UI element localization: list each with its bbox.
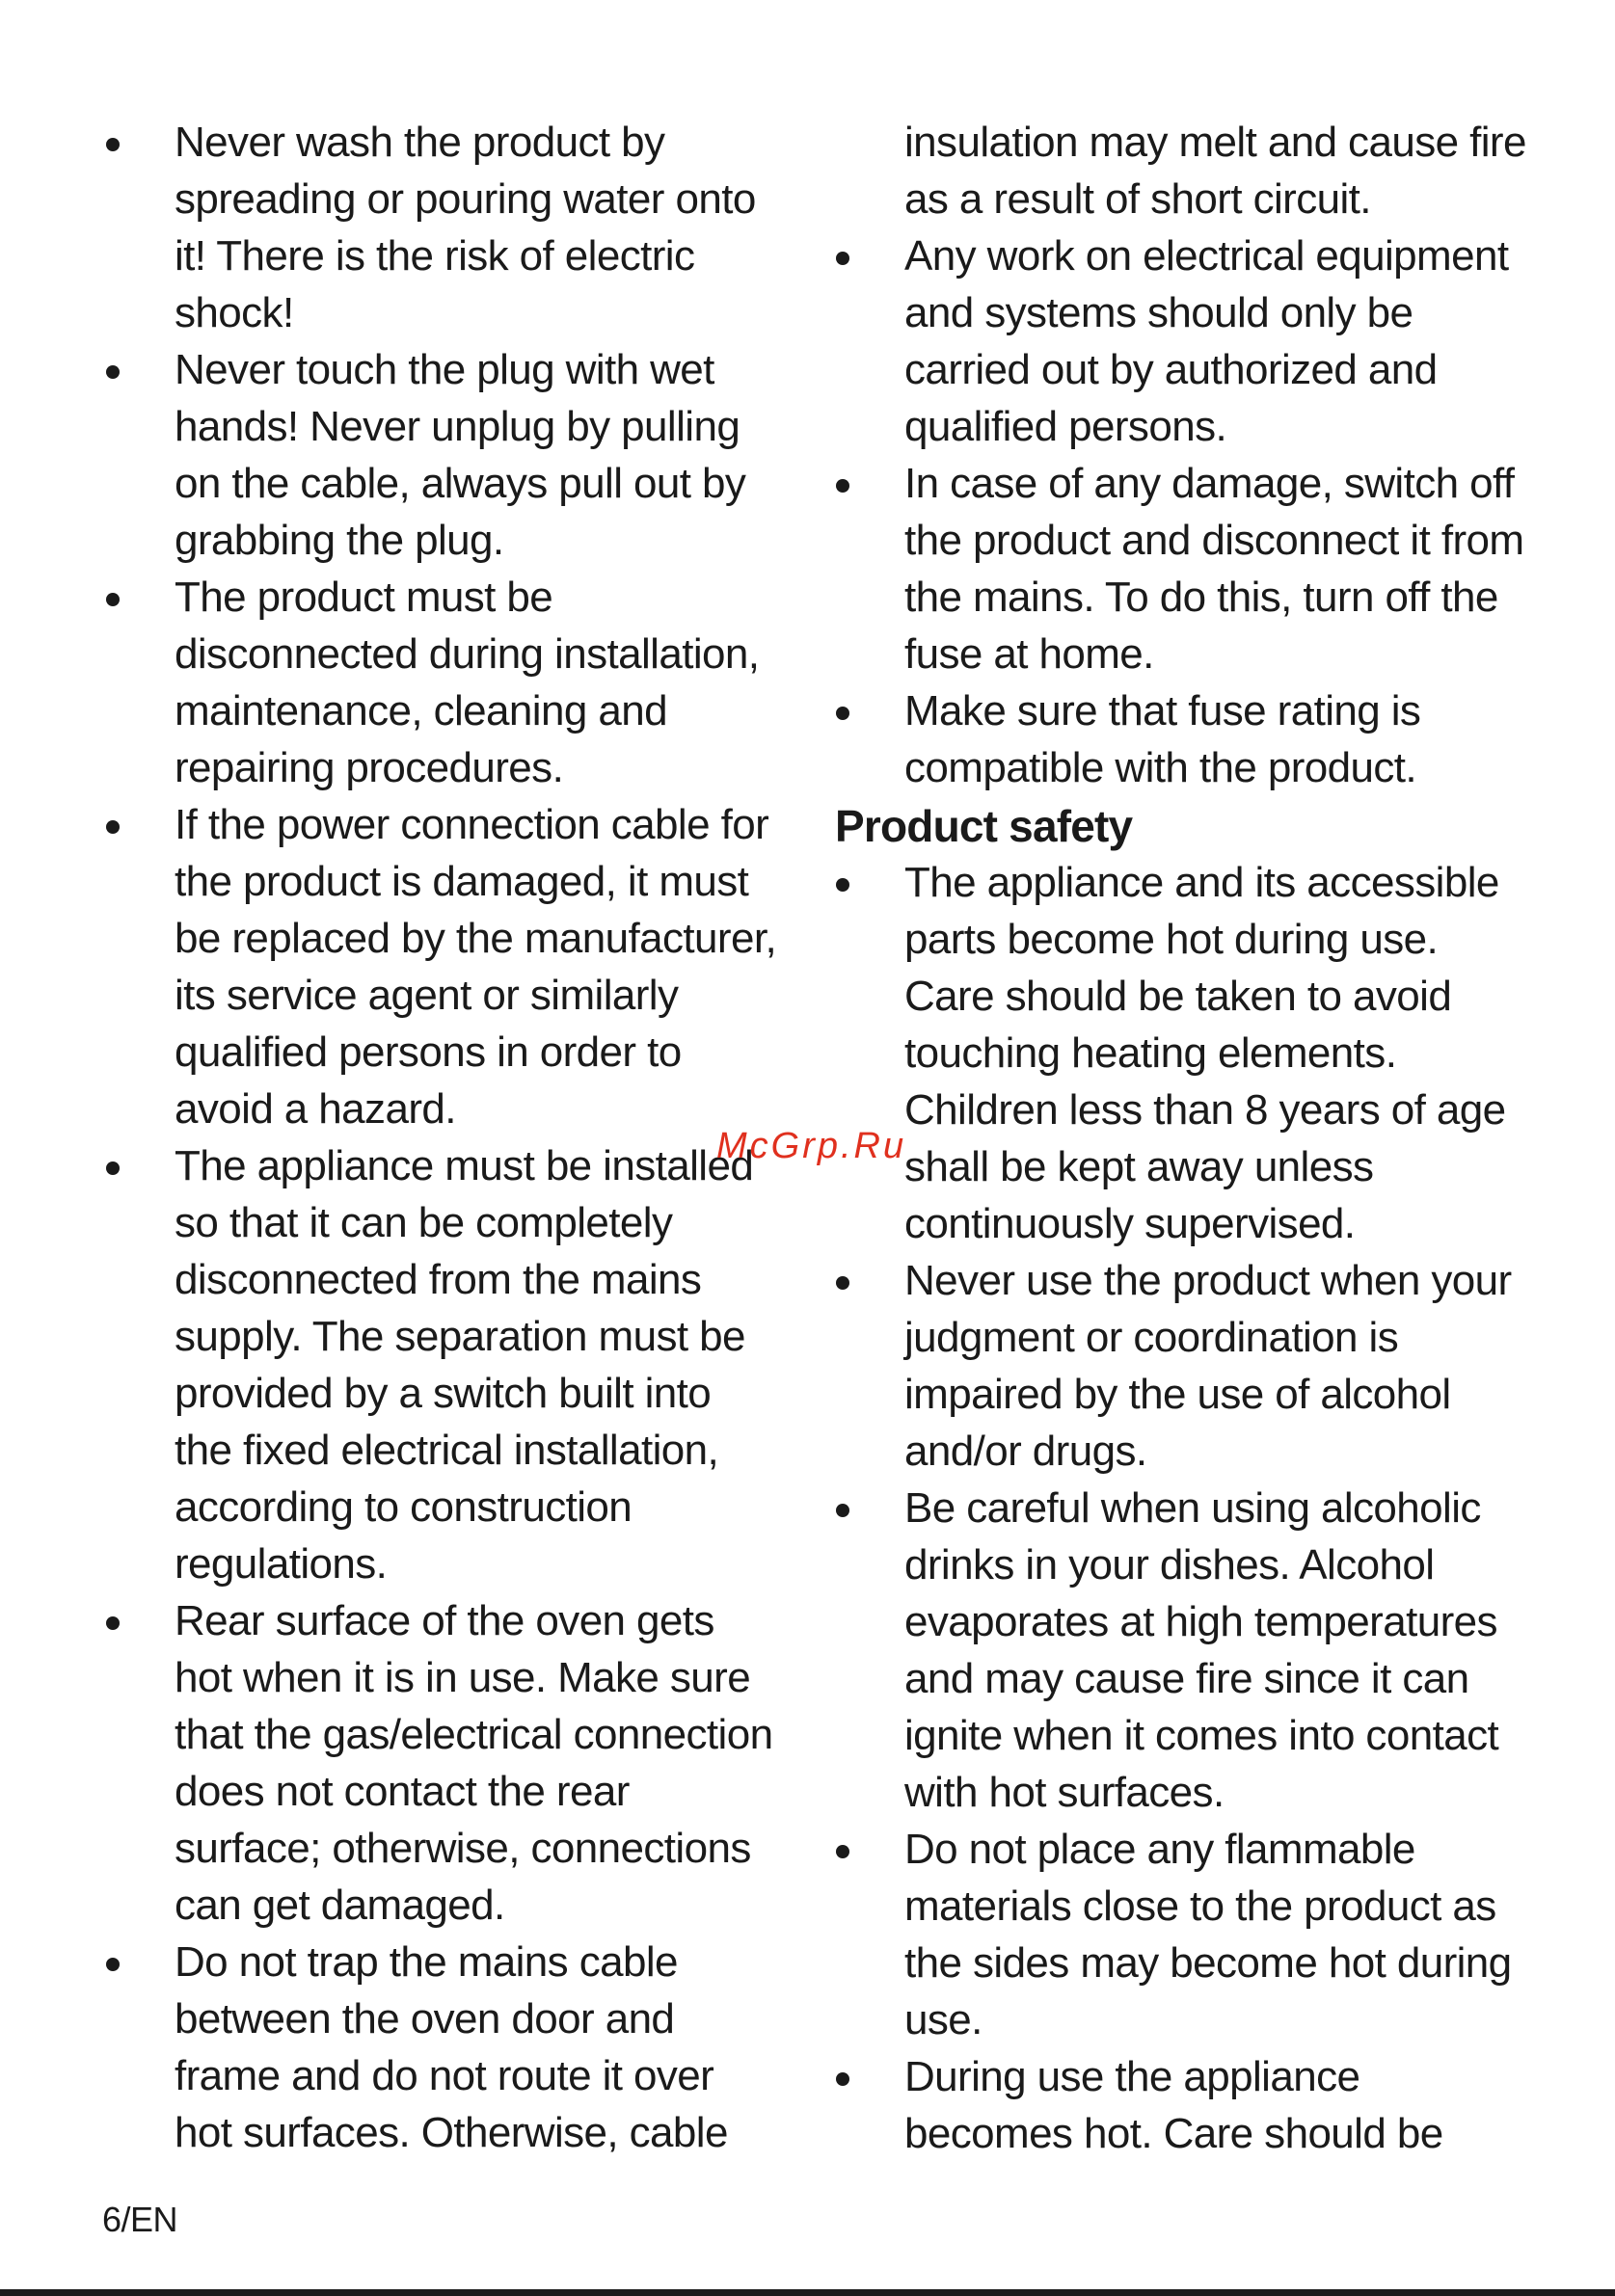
list-item: [832, 854, 1526, 1252]
bullet-icon: [106, 1161, 120, 1175]
list-item: [832, 2048, 1526, 2162]
watermark: McGrp.Ru: [716, 1126, 907, 1166]
bullet-icon: [836, 252, 849, 265]
list-item-text: Do not place any flammable materials close to the product as the sides may become hot during use.: [904, 1826, 1512, 2043]
list-item: [832, 682, 1526, 796]
list-item-text: Never use the product when your judgment or coordination is impaired by the use of alcohol and/or drugs.: [904, 1257, 1512, 1475]
list-item-text: Any work on electrical equipment and systems should only be carried out by authorized and qualified persons.: [904, 232, 1509, 450]
bullet-icon: [836, 878, 849, 892]
list-item-text: Never wash the product by spreading or pouring water onto it! There is the risk of electric shock!: [175, 119, 756, 336]
bullet-icon: [106, 593, 120, 606]
list-item: [102, 1592, 777, 1934]
list-item: [832, 227, 1526, 455]
bullet-icon: [106, 138, 120, 151]
list-item: [832, 1252, 1526, 1480]
list-item: [102, 569, 777, 796]
bullet-icon: [836, 1276, 849, 1290]
list-item-text: In case of any damage, switch off the product and disconnect it from the mains. To do this, turn off the fuse at home.: [904, 460, 1524, 678]
bullet-icon: [836, 1504, 849, 1517]
right-column: [832, 114, 1526, 2162]
list-item: [102, 796, 777, 1137]
list-item-text: Do not trap the mains cable between the oven door and frame and do not route it over hot surfaces. Otherwise, cable: [175, 1938, 728, 2156]
left-bullet-list: [102, 114, 777, 2161]
bullet-icon: [836, 707, 849, 720]
list-item-text: If the power connection cable for the product is damaged, it must be replaced by the manufacturer, its service agent or similarly qualified persons in order to avoid a hazard.: [175, 801, 777, 1133]
bullet-icon: [106, 820, 120, 834]
list-item: [102, 1934, 777, 2161]
bullet-icon: [836, 479, 849, 493]
list-item-text: The appliance must be installed so that it can be completely disconnected from the mains supply. The separation must be provided by a switch built into the fixed electrical installation, according to construction regulations.: [175, 1142, 754, 1588]
list-item: [832, 455, 1526, 682]
section-heading: Product safety: [835, 801, 1133, 851]
bullet-icon: [106, 365, 120, 379]
list-item-text: Make sure that fuse rating is compatible with the product.: [904, 687, 1421, 791]
left-column: [102, 114, 777, 2161]
product-safety-list: [832, 854, 1526, 2162]
list-item-text: Be careful when using alcoholic drinks in your dishes. Alcohol evaporates at high temperatures and may cause fire since it can ignite when it comes into contact with hot surfaces.: [904, 1484, 1499, 1816]
list-item: [832, 1821, 1526, 2048]
right-bullet-list: [832, 227, 1526, 796]
list-item-text: The product must be disconnected during installation, maintenance, cleaning and repairing procedures.: [175, 574, 760, 791]
list-item-text: Rear surface of the oven gets hot when it is in use. Make sure that the gas/electrical connection does not contact the rear surface; otherwise, connections can get damaged.: [175, 1597, 773, 1929]
page-number: 6/EN: [102, 2200, 178, 2239]
list-item-text: Never touch the plug with wet hands! Never unplug by pulling on the cable, always pull out by grabbing the plug.: [175, 346, 746, 564]
list-item: [102, 114, 777, 341]
list-item-text: The appliance and its accessible parts become hot during use. Care should be taken to avoid touching heating elements. Children less than 8 years of age shall be kept away unless continuously supervised.: [904, 859, 1506, 1247]
bottom-divider: [0, 2289, 1615, 2296]
bullet-icon: [106, 1958, 120, 1971]
list-item: [832, 1480, 1526, 1821]
bullet-icon: [836, 2072, 849, 2086]
bullet-icon: [106, 1616, 120, 1630]
list-item: [102, 341, 777, 569]
continued-text: insulation may melt and cause fire as a result of short circuit.: [904, 119, 1526, 223]
list-item-text: During use the appliance becomes hot. Care should be: [904, 2053, 1443, 2157]
list-item: [102, 1137, 777, 1592]
bullet-icon: [836, 1845, 849, 1858]
